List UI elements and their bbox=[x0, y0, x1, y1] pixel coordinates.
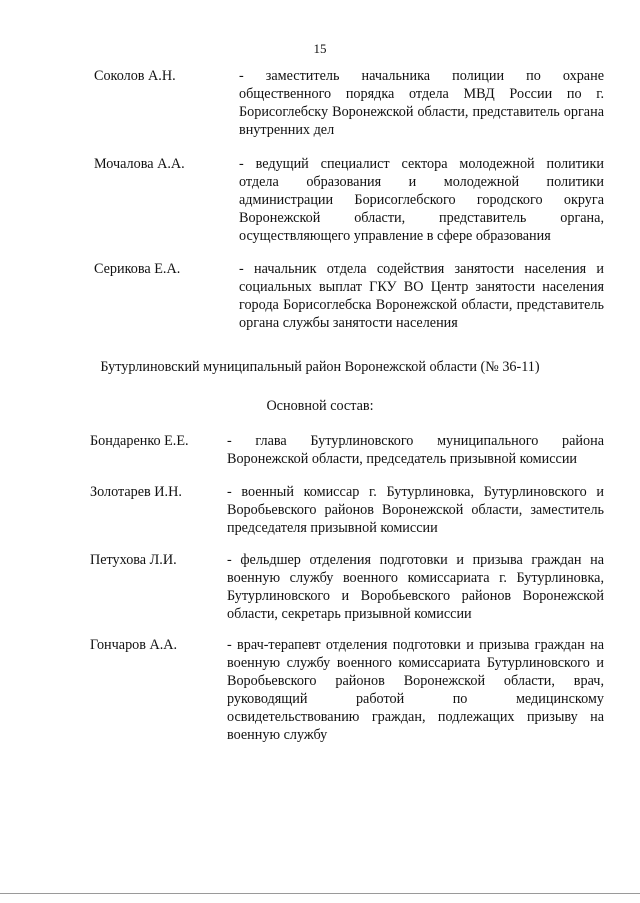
member-name: Соколов А.Н. bbox=[94, 68, 176, 84]
member-name: Серикова Е.А. bbox=[94, 261, 181, 277]
member-role: - врач-терапевт отделения подготовки и призыва граждан на военную службу военного комиссариата Бутурлиновского и Воробьевского районов Воронежской области, врач, руководящий работой по медицинскому освидетельствованию граждан, подлежащих призыву на военную службу bbox=[227, 637, 604, 743]
member-role: - глава Бутурлиновского муниципального района Воронежской области, председатель призывной комиссии bbox=[227, 433, 604, 467]
member-name: Бондаренко Е.Е. bbox=[90, 433, 189, 449]
bottom-divider bbox=[0, 893, 640, 894]
member-role: - начальник отдела содействия занятости населения и социальных выплат ГКУ ВО Центр занятости населения города Борисоглебска Воронежской области, представитель органа службы занятости населения bbox=[239, 261, 604, 331]
member-name: Золотарев И.Н. bbox=[90, 484, 182, 500]
member-role: - заместитель начальника полиции по охране общественного порядка отдела МВД России по г. Борисоглебску Воронежской области, представитель органа внутренних дел bbox=[239, 68, 604, 138]
subsection-title: Основной состав: bbox=[266, 398, 374, 414]
member-name: Петухова Л.И. bbox=[90, 552, 177, 568]
member-name: Мочалова А.А. bbox=[94, 156, 185, 172]
member-name: Гончаров А.А. bbox=[90, 637, 178, 653]
page-number: 15 bbox=[313, 41, 327, 56]
member-role: - фельдшер отделения подготовки и призыва граждан на военную службу военного комиссариата г. Бутурлиновка, Бутурлиновского и Воробьевского районов Воронежской области, секретарь призывной комиссии bbox=[227, 552, 604, 622]
member-role: - военный комиссар г. Бутурлиновка, Бутурлиновского и Воробьевского районов Воронежской области, заместитель председателя призывной комиссии bbox=[227, 484, 604, 536]
section-title: Бутурлиновский муниципальный район Воронежской области (№ 36-11) bbox=[100, 359, 540, 375]
member-role: - ведущий специалист сектора молодежной политики отдела образования и молодежной политики администрации Борисоглебского городского округа Воронежской области, представитель органа, осуществляющего управление в сфере образования bbox=[239, 156, 604, 244]
